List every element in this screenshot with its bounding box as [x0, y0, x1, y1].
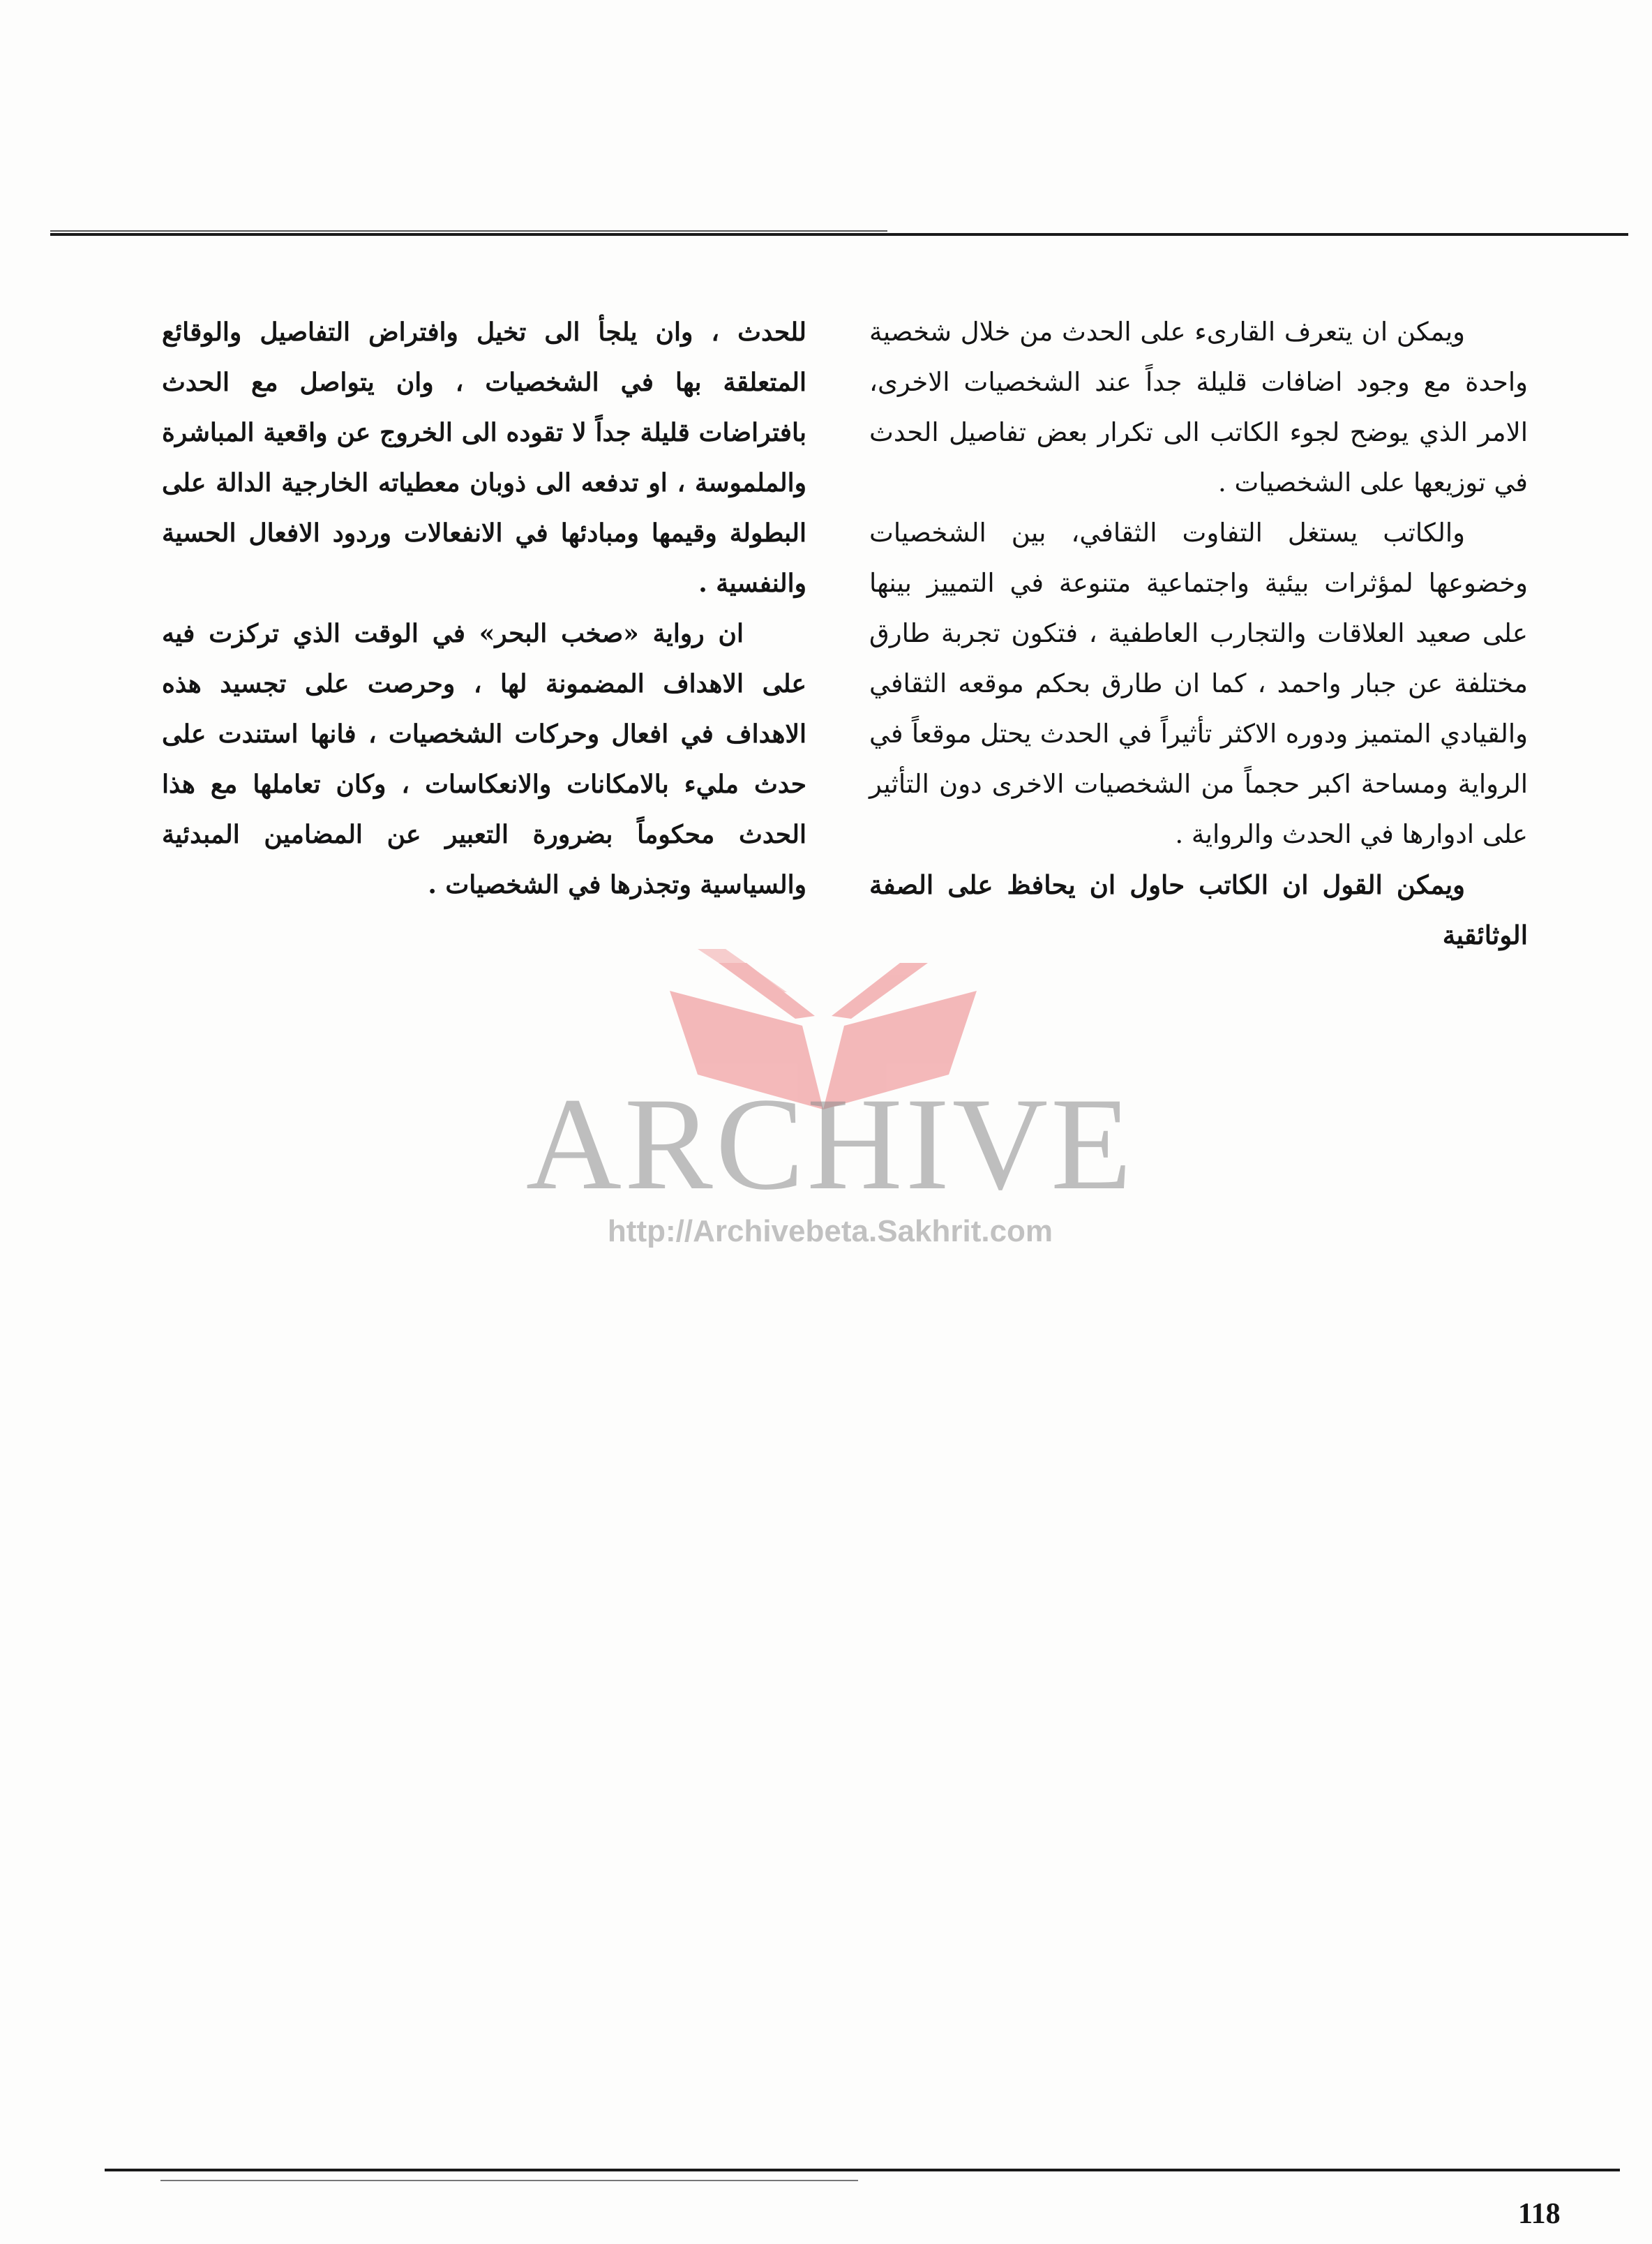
right-column: [869, 307, 1528, 960]
watermark-title: ARCHIVE: [525, 1071, 1135, 1218]
left-column: [162, 307, 806, 910]
watermark-url: http://Archivebeta.Sakhrit.com: [607, 1214, 1053, 1248]
right-paragraph-1: ويمكن ان يتعرف القارىء على الحدث من خلال شخصية واحدة مع وجود اضافات قليلة جداً عند الشخصيات الاخرى، الامر الذي يوضح لجوء الكاتب الى تكرار بعض تفاصيل الحدث في توزيعها على الشخصيات .: [869, 317, 1528, 498]
bottom-rule: [105, 2169, 1620, 2171]
top-rule: [50, 233, 1628, 236]
top-rule-thin: [50, 230, 887, 232]
left-paragraph-1: للحدث ، وان يلجأ الى تخيل وافتراض التفاصيل والوقائع المتعلقة بها في الشخصيات ، وان يتواصل مع الحدث بافتراضات قليلة جداً لا تقوده الى الخروج عن واقعية المباشرة والملموسة ، او تدفعه الى ذوبان معطياته الخارجية الدالة على البطولة وقيمها ومبادئها في الانفعالات وردود الافعال الحسية والنفسية .: [162, 317, 806, 598]
right-paragraph-3: ويمكن القول ان الكاتب حاول ان يحافظ على الصفة الوثائقية: [869, 869, 1528, 950]
right-paragraph-2: والكاتب يستغل التفاوت الثقافي، بين الشخصيات وخضوعها لمؤثرات بيئية واجتماعية متنوعة في التمييز بينها على صعيد العلاقات والتجارب العاطفية ، فتكون تجربة طارق مختلفة عن جبار واحمد ، كما ان طارق بحكم موقعه الثقافي والقيادي المتميز ودوره الاكثر تأثيراً في الحدث يحتل موقعاً في الرواية ومساحة اكبر حجماً من الشخصيات الاخرى دون التأثير على ادوارها في الحدث والرواية .: [869, 518, 1528, 849]
archive-watermark: [516, 949, 1144, 1248]
bottom-rule-thin: [160, 2180, 858, 2181]
left-paragraph-2: ان رواية «صخب البحر» في الوقت الذي تركزت فيه على الاهداف المضمونة لها ، وحرصت على تجسيد هذه الاهداف في افعال وحركات الشخصيات ، فانها استندت على حدث مليء بالامكانات والانعكاسات ، وكان تعاملها مع هذا الحدث محكوماً بضرورة التعبير عن المضامين المبدئية والسياسية وتجذرها في الشخصيات .: [162, 619, 806, 899]
page-number: 118: [1518, 2198, 1561, 2230]
